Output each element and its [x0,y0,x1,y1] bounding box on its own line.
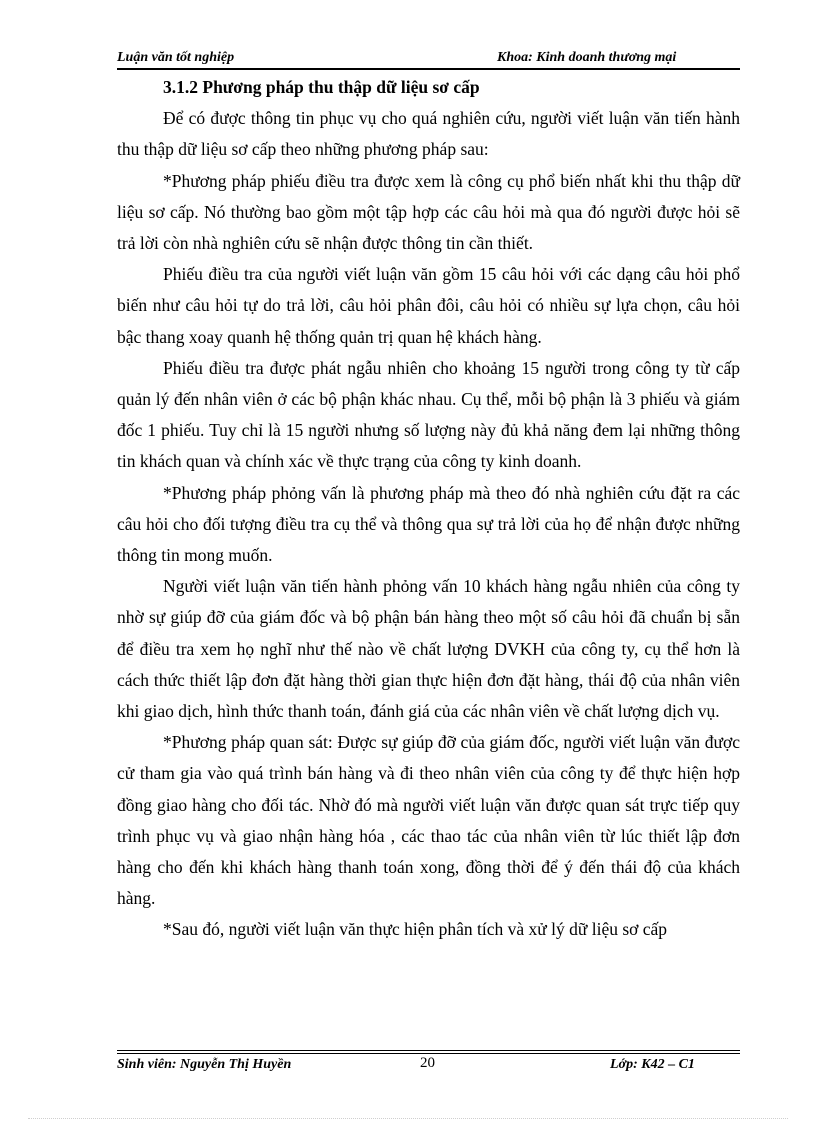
page-bottom-dotted-line [28,1118,788,1119]
paragraph-survey-method: *Phương pháp phiếu điều tra được xem là công cụ phổ biến nhất khi thu thập dữ liệu sơ cấp. Nó thường bao gồm một tập hợp các câu hỏi mà qua đó người được hỏi sẽ trả lời còn nhà nghiên cứu sẽ nhận được thông tin cần thiết. [117,170,740,253]
footer-student-name: Sinh viên: Nguyễn Thị Huyền [117,1057,292,1072]
page-footer [117,1057,740,1077]
paragraph-interview-method: *Phương pháp phỏng vấn là phương pháp mà theo đó nhà nghiên cứu đặt ra các câu hỏi cho đối tượng điều tra cụ thể và thông qua sự trả lời của họ để nhận được những thông tin mong muốn. [117,482,740,566]
page-header [117,48,740,68]
footer-rule-bottom [117,1053,740,1054]
header-thesis-title: Luận văn tốt nghiệp [117,50,235,65]
paragraph-interview-details: Người viết luận văn tiến hành phỏng vấn 10 khách hàng ngẫu nhiên của công ty nhờ sự giúp đỡ của giám đốc và bộ phận bán hàng theo một số câu hỏi đã chuẩn bị sẵn để điều tra xem họ nghĩ như thế nào về chất lượng DVKH của công ty, cụ thể hơn là cách thức thiết lập đơn đặt hàng thời gian thực hiện đơn đặt hàng, thái độ của nhân viên khi giao dịch, hình thức thanh toán, đánh giá của các nhân viên về chất lượng dịch vụ. [117,576,740,722]
paragraph-survey-distribution: Phiếu điều tra được phát ngẫu nhiên cho khoảng 15 người trong công ty từ cấp quản lý đến nhân viên ở các bộ phận khác nhau. Cụ thể, mỗi bộ phận là 3 phiếu và giám đốc 1 phiếu. Tuy chỉ là 15 người nhưng số lượng này đủ khả năng đem lại những thông tin khách quan và chính xác về thực trạng của công ty kinh doanh. [117,357,740,472]
page-body [117,72,740,946]
header-rule [117,68,740,70]
paragraph-intro: Để có được thông tin phục vụ cho quá nghiên cứu, người viết luận văn tiến hành thu thập dữ liệu sơ cấp theo những phương pháp sau: [117,108,740,160]
footer-class: Lớp: K42 – C1 [610,1057,695,1072]
footer-rule-top [117,1050,740,1051]
section-heading: 3.1.2 Phương pháp thu thập dữ liệu sơ cấp [163,77,480,97]
paragraph-survey-questions: Phiếu điều tra của người viết luận văn gồm 15 câu hỏi với các dạng câu hỏi phổ biến như câu hỏi tự do trả lời, câu hỏi phân đôi, câu hỏi có nhiều sự lựa chọn, câu hỏi bậc thang xoay quanh hệ thống quản trị quan hệ khách hàng. [117,264,740,347]
page-number: 20 [420,1055,435,1071]
header-faculty: Khoa: Kinh doanh thương mại [497,50,677,65]
paragraph-observation-method: *Phương pháp quan sát: Được sự giúp đỡ của giám đốc, người viết luận văn được cử tham gia vào quá trình bán hàng và đi theo nhân viên của công ty để thực hiện hợp đồng giao hàng cho đối tác. Nhờ đó mà người viết luận văn được quan sát trực tiếp quy trình phục vụ và giao nhận hàng hóa , các thao tác của nhân viên từ lúc thiết lập đơn hàng cho đến khi khách hàng thanh toán xong, đồng thời để ý đến thái độ của khách hàng. [117,732,740,909]
paragraph-analysis: *Sau đó, người viết luận văn thực hiện phân tích và xử lý dữ liệu sơ cấp [163,919,668,940]
